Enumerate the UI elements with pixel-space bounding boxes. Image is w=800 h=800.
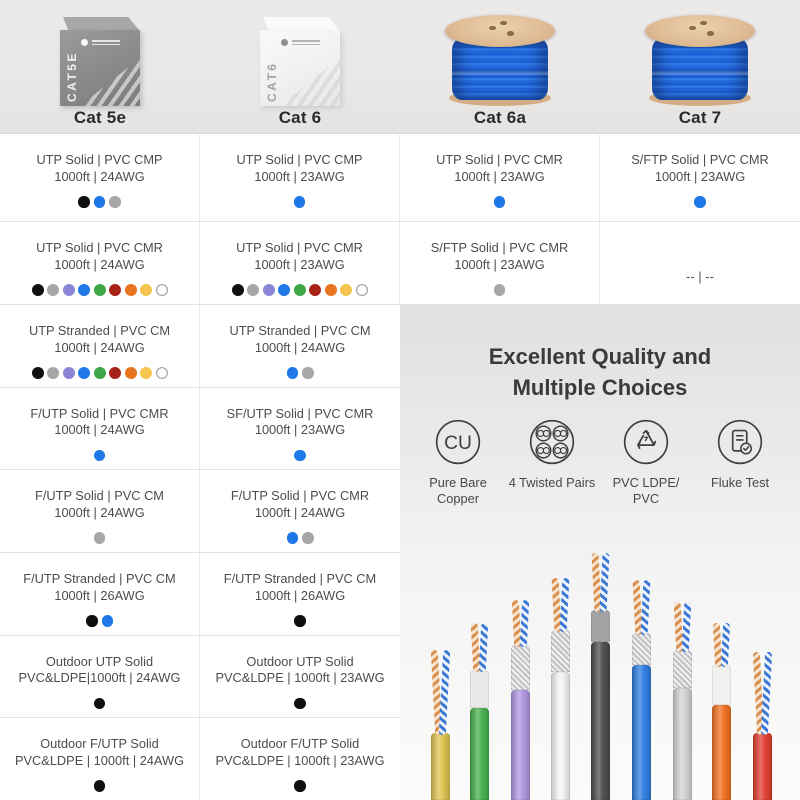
blue-wire <box>438 650 449 735</box>
fs-logo-icon <box>81 39 88 46</box>
exposed-twisted-pairs <box>433 650 448 733</box>
spec-table-full-width <box>0 134 800 305</box>
spec-row <box>0 305 400 388</box>
spec-line2: 1000ft | 23AWG <box>254 422 346 438</box>
blue-color-dot <box>94 196 106 208</box>
shield-braid <box>551 630 570 672</box>
blue-spool <box>441 15 559 107</box>
black-cable <box>591 553 610 800</box>
blue-spool <box>641 15 759 107</box>
feature-list <box>400 417 800 507</box>
color-options <box>600 196 800 208</box>
color-options <box>400 284 599 296</box>
fs-logo-icon <box>281 39 288 46</box>
product-column-cat6 <box>200 0 400 133</box>
cable-box-image <box>54 13 146 107</box>
white-color-dot <box>356 284 368 296</box>
green-color-dot <box>294 284 306 296</box>
promo-title <box>400 341 800 403</box>
red-cable <box>753 652 772 800</box>
box-front-face <box>60 30 140 106</box>
gray-box <box>54 17 146 107</box>
darkred-color-dot <box>309 284 321 296</box>
spec-cell <box>200 636 400 718</box>
yellow-color-dot <box>340 284 352 296</box>
spec-row <box>0 388 400 471</box>
color-options <box>0 367 199 379</box>
cable-jacket <box>470 708 489 800</box>
yellow-color-dot <box>140 367 152 379</box>
spec-line1: Outdoor UTP Solid <box>45 653 154 669</box>
product-column-cat6a <box>400 0 600 133</box>
cu-icon <box>433 417 483 467</box>
fluke-test-icon <box>715 417 765 467</box>
spec-line1: F/UTP Solid | PVC CMR <box>30 405 169 421</box>
spec-row <box>0 636 400 719</box>
spec-line2: 1000ft | 23AWG <box>454 168 545 184</box>
feature-cu <box>414 417 502 507</box>
box-stripes-decor <box>280 58 340 106</box>
spec-line2: 1000ft | 24AWG <box>54 256 145 272</box>
spec-line1: UTP Solid | PVC CMR <box>436 152 563 167</box>
spec-cell <box>200 470 400 552</box>
box-top-face <box>63 17 139 30</box>
blue-color-dot <box>287 367 299 379</box>
spec-line2: 1000ft | 26AWG <box>254 587 346 603</box>
spec-cell <box>0 305 200 387</box>
spool-blue-cable <box>452 38 548 100</box>
blue-color-dot <box>294 450 306 462</box>
color-options <box>200 450 400 462</box>
color-options <box>0 284 199 296</box>
spec-line1: F/UTP Stranded | PVC CM <box>223 571 377 587</box>
spec-line2: 1000ft | 24AWG <box>54 339 145 355</box>
product-label-cat7: Cat 7 <box>678 108 722 127</box>
purple-color-dot <box>63 367 75 379</box>
spec-line2: 1000ft | 24AWG <box>254 504 346 520</box>
color-options <box>0 450 199 462</box>
spool-blue-cable <box>652 38 748 100</box>
spec-line2: 1000ft | 24AWG <box>54 168 145 184</box>
spec-cell <box>400 222 600 304</box>
spec-line1: Outdoor F/UTP Solid <box>240 736 360 752</box>
fs-logo-text <box>292 38 320 47</box>
spec-line2: 1000ft | 26AWG <box>54 587 145 603</box>
cables-illustration <box>400 548 800 800</box>
blue-wire <box>559 578 569 632</box>
spec-cell <box>200 222 400 304</box>
box-stripes-decor <box>80 58 140 106</box>
black-color-dot <box>78 196 90 208</box>
color-options <box>0 780 199 792</box>
spec-row <box>0 553 400 636</box>
exposed-twisted-pairs <box>513 600 528 645</box>
spec-line2: 1000ft | 24AWG <box>54 422 145 438</box>
product-label-cat6: Cat 6 <box>278 108 322 127</box>
not-available-text: -- | -- <box>686 269 714 284</box>
spec-cell <box>200 134 400 221</box>
spec-line1: F/UTP Solid | PVC CMR <box>230 488 370 504</box>
black-color-dot <box>86 615 98 627</box>
color-options <box>200 615 400 627</box>
silver-cable <box>673 602 692 800</box>
spec-line1: F/UTP Stranded | PVC CM <box>23 571 176 587</box>
exposed-twisted-pairs <box>714 623 729 665</box>
gray-color-dot <box>247 284 259 296</box>
black-color-dot <box>32 367 44 379</box>
blue-wire <box>720 623 729 667</box>
blue-color-dot <box>694 196 706 208</box>
spec-line1: UTP Solid | PVC CMP <box>236 152 363 167</box>
spec-cell <box>200 718 400 800</box>
exposed-twisted-pairs <box>755 652 770 733</box>
purple-color-dot <box>63 284 75 296</box>
gray-color-dot <box>94 532 106 544</box>
spec-cell <box>200 553 400 635</box>
spec-line1: UTP Solid | PVC CMP <box>36 152 163 167</box>
spec-cell <box>600 222 800 304</box>
spec-cell <box>200 388 400 470</box>
exposed-twisted-pairs <box>472 623 487 670</box>
spec-cell <box>0 134 200 221</box>
color-options <box>0 615 199 627</box>
blue-color-dot <box>494 196 506 208</box>
product-header-banner <box>0 0 800 134</box>
spec-line2: 1000ft | 23AWG <box>454 256 545 272</box>
cable-jacket <box>591 642 610 800</box>
shield-braid <box>470 670 489 708</box>
white-box <box>254 17 346 107</box>
black-color-dot <box>294 698 306 710</box>
spec-line2: 1000ft | 23AWG <box>254 256 345 272</box>
feature-label: Fluke Test <box>710 475 770 490</box>
black-color-dot <box>294 780 306 792</box>
spec-cell <box>0 222 200 304</box>
orange-color-dot <box>125 284 137 296</box>
product-column-cat5e <box>0 0 200 133</box>
color-options <box>0 532 199 544</box>
black-color-dot <box>94 780 106 792</box>
blue-color-dot <box>278 284 290 296</box>
blue-color-dot <box>287 532 299 544</box>
blue-wire <box>760 652 771 735</box>
spec-table-cat5e-cat6 <box>0 305 400 800</box>
shield-braid <box>712 665 731 705</box>
white-color-dot <box>156 367 168 379</box>
exposed-twisted-pairs <box>593 553 608 610</box>
recycle-icon <box>621 417 671 467</box>
spec-line2: 1000ft | 23AWG <box>254 168 345 184</box>
blue-color-dot <box>78 284 90 296</box>
spec-row <box>0 134 800 222</box>
cable-spool-image <box>441 13 559 107</box>
spec-line1: S/FTP Solid | PVC CMR <box>631 152 769 167</box>
gray-color-dot <box>47 284 59 296</box>
cable-jacket <box>673 688 692 800</box>
spec-line2: PVC&LDPE | 1000ft | 23AWG <box>215 752 385 768</box>
darkred-color-dot <box>109 284 121 296</box>
gray-color-dot <box>302 367 314 379</box>
shield-braid <box>673 650 692 688</box>
blue-wire <box>640 580 650 635</box>
exposed-twisted-pairs <box>634 580 649 633</box>
color-options <box>200 367 400 379</box>
spec-line2: PVC&LDPE|1000ft | 24AWG <box>18 670 181 686</box>
orange-color-dot <box>125 367 137 379</box>
cable-box-image <box>254 13 346 107</box>
promo-title-line2: Multiple Choices <box>512 375 688 400</box>
darkred-color-dot <box>109 367 121 379</box>
black-color-dot <box>32 284 44 296</box>
blue-color-dot <box>94 450 106 462</box>
quality-promo-panel <box>400 305 800 800</box>
spec-line2: PVC&LDPE | 1000ft | 23AWG <box>215 670 385 686</box>
spec-line2: PVC&LDPE | 1000ft | 24AWG <box>14 752 185 768</box>
feature-fluke-test <box>696 417 784 507</box>
black-color-dot <box>232 284 244 296</box>
box-top-face <box>263 17 339 30</box>
fs-logo <box>81 38 120 47</box>
spec-row <box>0 470 400 553</box>
shield-braid <box>511 645 530 690</box>
gray-color-dot <box>494 284 506 296</box>
purple-cable <box>511 600 530 800</box>
black-color-dot <box>94 698 106 710</box>
gray-color-dot <box>302 532 314 544</box>
spec-line2: 1000ft | 23AWG <box>654 168 746 184</box>
feature-label: PVC LDPE/ PVC <box>612 475 680 506</box>
spec-line1: UTP Stranded | PVC CM <box>229 323 371 338</box>
color-options <box>200 780 400 792</box>
feature-label: Pure Bare Copper <box>429 475 487 506</box>
exposed-twisted-pairs <box>553 578 568 630</box>
fs-logo-text <box>92 38 120 47</box>
blue-cable <box>632 580 651 800</box>
svg-text:CU: CU <box>444 432 472 454</box>
feature-label: 4 Twisted Pairs <box>508 475 596 490</box>
cable-jacket <box>712 705 731 800</box>
spec-line1: Outdoor UTP Solid <box>246 653 354 669</box>
blue-color-dot <box>294 196 306 208</box>
cable-jacket <box>551 672 570 800</box>
spec-row <box>0 718 400 800</box>
box-front-face <box>260 30 340 106</box>
color-options <box>0 698 199 710</box>
shield-braid <box>591 610 610 642</box>
spec-line1: F/UTP Solid | PVC CM <box>35 488 164 504</box>
white-color-dot <box>156 284 168 296</box>
black-color-dot <box>294 615 306 627</box>
cable-spool-image <box>641 13 759 107</box>
spec-line1: UTP Solid | PVC CMR <box>36 240 163 255</box>
color-options <box>200 532 400 544</box>
cable-jacket <box>511 690 530 800</box>
blue-wire <box>478 623 488 672</box>
spec-cell <box>400 134 600 221</box>
orange-color-dot <box>325 284 337 296</box>
orange-cable <box>712 623 731 800</box>
spec-line2: 1000ft | 24AWG <box>254 339 346 355</box>
blue-color-dot <box>102 615 114 627</box>
spool-top-flange <box>645 15 755 47</box>
white-cable <box>551 578 570 800</box>
spec-line1: Outdoor F/UTP Solid <box>40 736 159 752</box>
color-options <box>200 196 399 208</box>
spec-cell <box>0 553 200 635</box>
gray-color-dot <box>109 196 121 208</box>
spec-cell <box>600 134 800 221</box>
purple-color-dot <box>263 284 275 296</box>
promo-title-line1: Excellent Quality and <box>488 344 712 369</box>
spec-cell <box>200 305 400 387</box>
color-options <box>200 284 399 296</box>
exposed-twisted-pairs <box>675 602 690 650</box>
spec-cell <box>0 718 200 800</box>
product-label-cat5e: Cat 5e <box>73 108 127 127</box>
spec-line1: SF/UTP Solid | PVC CMR <box>226 405 374 421</box>
product-column-cat7 <box>600 0 800 133</box>
spec-cell <box>0 388 200 470</box>
blue-color-dot <box>78 367 90 379</box>
color-options <box>200 698 400 710</box>
yellow-color-dot <box>140 284 152 296</box>
spec-row <box>0 222 800 305</box>
fs-logo <box>281 38 320 47</box>
blue-wire <box>599 553 609 612</box>
cable-jacket <box>431 733 450 800</box>
blue-wire <box>681 602 691 652</box>
box-category-text: CAT6 <box>265 61 279 102</box>
product-label-cat6a: Cat 6a <box>473 108 527 127</box>
twisted-pairs-icon <box>527 417 577 467</box>
spec-cell <box>0 470 200 552</box>
green-color-dot <box>94 367 106 379</box>
feature-recycle <box>602 417 690 507</box>
green-cable <box>470 623 489 800</box>
color-options <box>400 196 599 208</box>
spec-line2: 1000ft | 24AWG <box>54 504 145 520</box>
feature-twisted-pairs <box>508 417 596 507</box>
spec-line1: S/FTP Solid | PVC CMR <box>430 240 569 255</box>
color-options <box>0 196 199 208</box>
gray-color-dot <box>47 367 59 379</box>
green-color-dot <box>94 284 106 296</box>
shield-braid <box>632 633 651 665</box>
spec-line1: UTP Solid | PVC CMR <box>236 240 363 255</box>
spec-line1: UTP Stranded | PVC CM <box>28 323 171 338</box>
spec-cell <box>0 636 200 718</box>
box-category-text: CAT5E <box>65 51 79 102</box>
cable-jacket <box>753 733 772 800</box>
yellow-cable <box>431 650 450 800</box>
cable-jacket <box>632 665 651 800</box>
blue-wire <box>519 600 528 647</box>
spool-top-flange <box>445 15 555 47</box>
